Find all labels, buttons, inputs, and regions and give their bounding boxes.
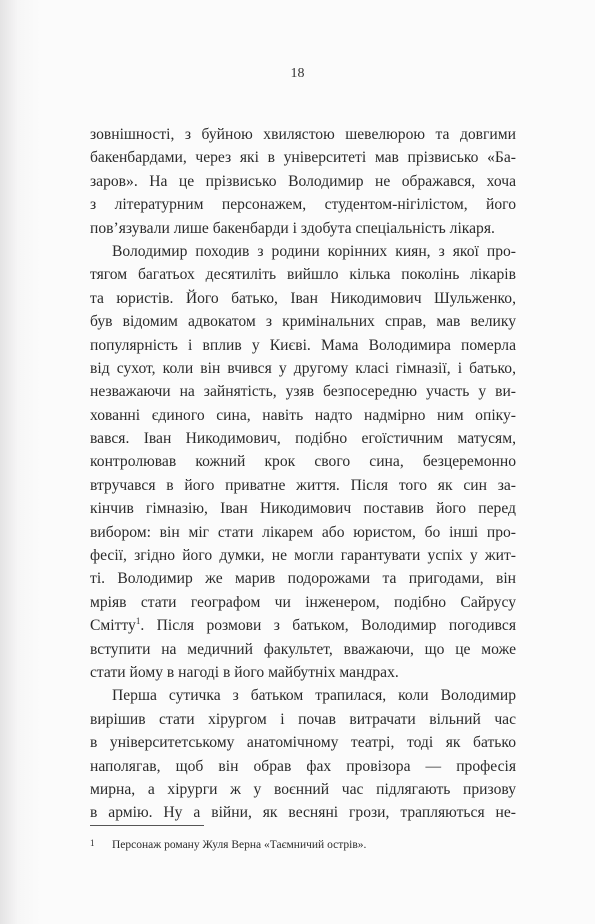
footnote-divider	[90, 825, 204, 826]
text-line: заров». На це прізвисько Володимир не ображався, хоча	[90, 172, 516, 190]
text-line: бакенбардами, через які в університеті мав прізвисько «Ба-	[90, 149, 516, 167]
paragraph-3	[90, 684, 516, 824]
text-line: ті. Володимир же марив подорожами та пригодами, він	[90, 570, 516, 588]
text-line: вибором: він міг стати лікарем або юристом, бо інші про-	[90, 523, 516, 541]
footnote-reference[interactable]: 1	[135, 616, 141, 627]
footnote	[90, 835, 516, 853]
text-line: незважаючи на зайнятість, узяв безпосередню участь у ви-	[90, 383, 516, 401]
text-line: наполягав, щоб він обрав фах провізора — професія	[90, 757, 516, 775]
text-line: вирішив стати хірургом і почав витрачати вільний час	[90, 710, 516, 728]
smith-word: Смітту	[90, 617, 136, 635]
text-line: був відомим адвокатом з кримінальних справ, мав велику	[90, 313, 516, 331]
text-line: Перша сутичка з батьком трапилася, коли Володимир	[112, 687, 516, 705]
text-line: пов’язували лише бакенбарди і здобута спеціальність лікаря.	[90, 219, 495, 237]
footnote-mark: 1	[90, 838, 95, 848]
text-line: з літературним персонажем, студентом-нігілістом, його	[90, 196, 516, 214]
text-line: фесії, згідно його думки, не могли гарантувати успіх у жит-	[90, 547, 516, 565]
smith-line-rest: . Після розмови з батьком, Володимир погодився	[140, 617, 516, 635]
text-line: в університетському анатомічному театрі, тоді як батько	[90, 734, 516, 752]
page-number: 18	[290, 66, 305, 81]
text-line: кінчив гімназію, Іван Никодимович поставив його перед	[90, 500, 516, 518]
text-line-with-footnote	[90, 614, 516, 637]
text-line: популярність і вплив у Києві. Мама Володимира померла	[90, 336, 516, 354]
text-line: хованні єдиного сина, навіть надто надмірно ним опіку-	[90, 406, 516, 424]
text-line: в армію. Ну а війни, як весняні грози, трапляються не-	[90, 804, 516, 822]
text-line: втручався в його приватне життя. Після того як син за-	[90, 476, 516, 494]
text-line: зовнішності, з буйною хвилястою шевелюрою та довгими	[90, 126, 516, 143]
text-line: вступити на медичний факультет, вважаючи, що це може	[90, 640, 516, 658]
text-line: та юристів. Його батько, Іван Никодимович Шульженко,	[90, 289, 516, 307]
footnote-text: Персонаж роману Жуля Верна «Таємничий острів».	[112, 839, 367, 851]
paragraph-1	[90, 123, 516, 240]
text-line: контролював кожний крок свого сина, безцеремонно	[90, 453, 516, 471]
text-line: мирна, а хірурги ж у воєнний час підлягають призову	[90, 780, 516, 798]
text-line: тягом багатьох десятиліть вийшло кілька поколінь лікарів	[90, 266, 516, 284]
text-line: вався. Іван Никодимович, подібно егоїстичним матусям,	[90, 430, 516, 448]
text-line: від сухот, коли він вчився у другому класі гімназії, і батько,	[90, 359, 516, 377]
text-line: Володимир походив з родини корінних киян, з якої про-	[112, 242, 516, 260]
body-text	[90, 123, 516, 825]
text-line: стати йому в нагоді в його майбутніх мандрах.	[90, 663, 399, 681]
paragraph-2	[90, 240, 516, 684]
text-line: мріяв стати географом чи інженером, подібно Сайрусу	[90, 593, 516, 611]
